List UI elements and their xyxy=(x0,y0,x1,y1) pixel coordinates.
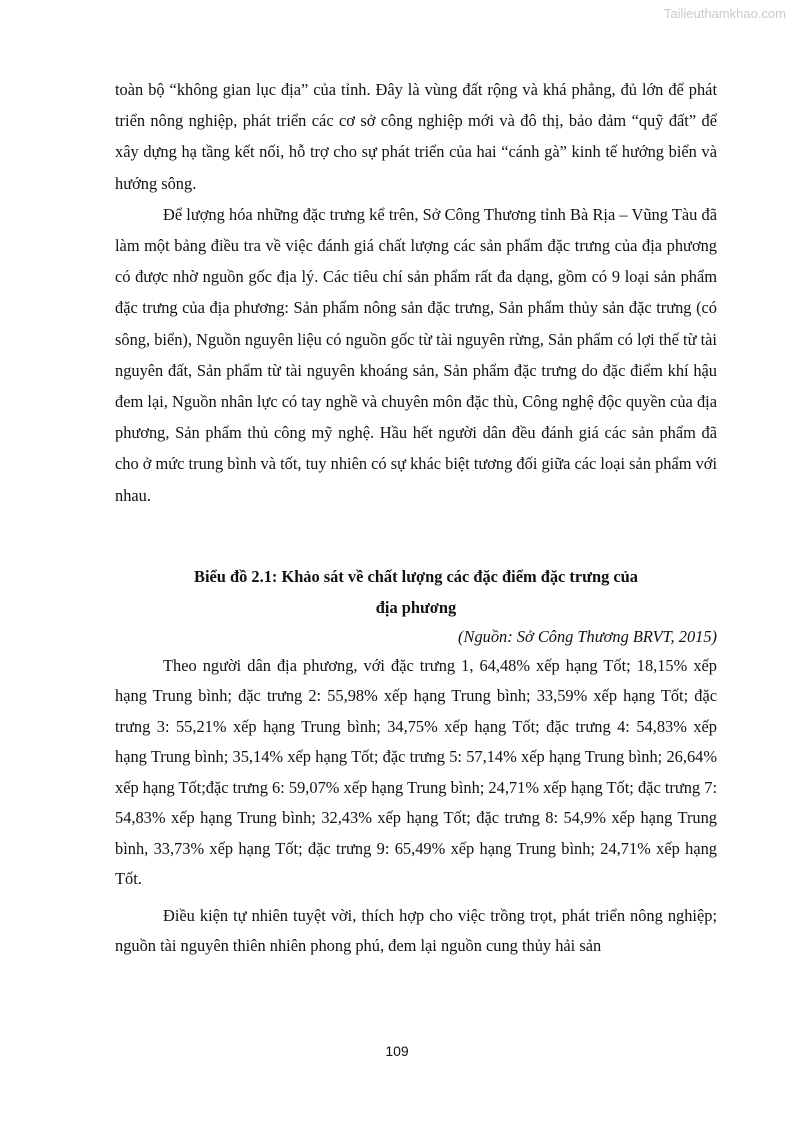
paragraph-conditions: Điều kiện tự nhiên tuyệt vời, thích hợp cho việc trồng trọt, phát triển nông nghiệp; nguồn tài nguyên thiên nhiên phong phú, đem lại nguồn cung thủy hải sản xyxy=(115,905,717,956)
paragraph-results: Theo người dân địa phương, với đặc trưng 1, 64,48% xếp hạng Tốt; 18,15% xếp hạng Trung bình; đặc trưng 2: 55,98% xếp hạng Trung bình; 33,59% xếp hạng Tốt; đặc trưng 3: 55,21% xếp hạng Trung bình; 34,75% xếp hạng Tốt; đặc trưng 4: 54,83% xếp hạng Trung bình; 35,14% xếp hạng Tốt; đặc trưng 5: 57,14% xếp hạng Trung bình; 26,64% xếp hạng Tốt;đặc trưng 6: 59,07% xếp hạng Trung bình; 24,71% xếp hạng Tốt; đặc trưng 7: 54,83% xếp hạng Trung bình; 32,43% xếp hạng Tốt; đặc trưng 8: 54,9% xếp hạng Trung bình, 33,73% xếp hạng Tốt; đặc trưng 9: 65,49% xếp hạng Trung bình; 24,71% xếp hạng Tốt. xyxy=(115,655,717,889)
figure-title-line-1: Biểu đồ 2.1: Khảo sát về chất lượng các đặc điểm đặc trưng của xyxy=(194,566,638,586)
figure-title xyxy=(115,561,717,623)
page-body xyxy=(115,74,717,962)
figure-source: (Nguồn: Sở Công Thương BRVT, 2015) xyxy=(458,626,717,646)
page-number: 109 xyxy=(385,1043,409,1059)
watermark: Tailieuthamkhao.com xyxy=(663,6,786,21)
figure-title-line-2: địa phương xyxy=(375,597,457,617)
paragraph-survey: Để lượng hóa những đặc trưng kể trên, Sở Công Thương tỉnh Bà Rịa – Vũng Tàu đã làm một bảng điều tra về việc đánh giá chất lượng các sản phẩm đặc trưng của địa phương có được nhờ nguồn gốc địa lý. Các tiêu chí sản phẩm rất đa dạng, gồm có 9 loại sản phẩm đặc trưng của địa phương: Sản phẩm nông sản đặc trưng, Sản phẩm thủy sản đặc trưng (có sông, biển), Nguồn nguyên liệu có nguồn gốc từ tài nguyên rừng, Sản phẩm có lợi thế từ tài nguyên đất, Sản phẩm từ tài nguyên khoáng sản, Sản phẩm đặc trưng do đặc điểm khí hậu đem lại, Nguồn nhân lực có tay nghề và chuyên môn đặc thù, Công nghệ độc quyền của địa phương, Sản phẩm thủ công mỹ nghệ. Hầu hết người dân đều đánh giá các sản phẩm đã cho ở mức trung bình và tốt, tuy nhiên có sự khác biệt tương đối giữa các loại sản phẩm với nhau. xyxy=(115,204,717,505)
paragraph-land: toàn bộ “không gian lục địa” của tỉnh. Đây là vùng đất rộng và khá phẳng, đủ lớn để phát triển nông nghiệp, phát triển các cơ sở công nghiệp mới và đô thị, bảo đảm “quỹ đất” để xây dựng hạ tầng kết nối, hỗ trợ cho sự phát triển của hai “cánh gà” kinh tế hướng biển và hướng sông. xyxy=(115,80,717,193)
